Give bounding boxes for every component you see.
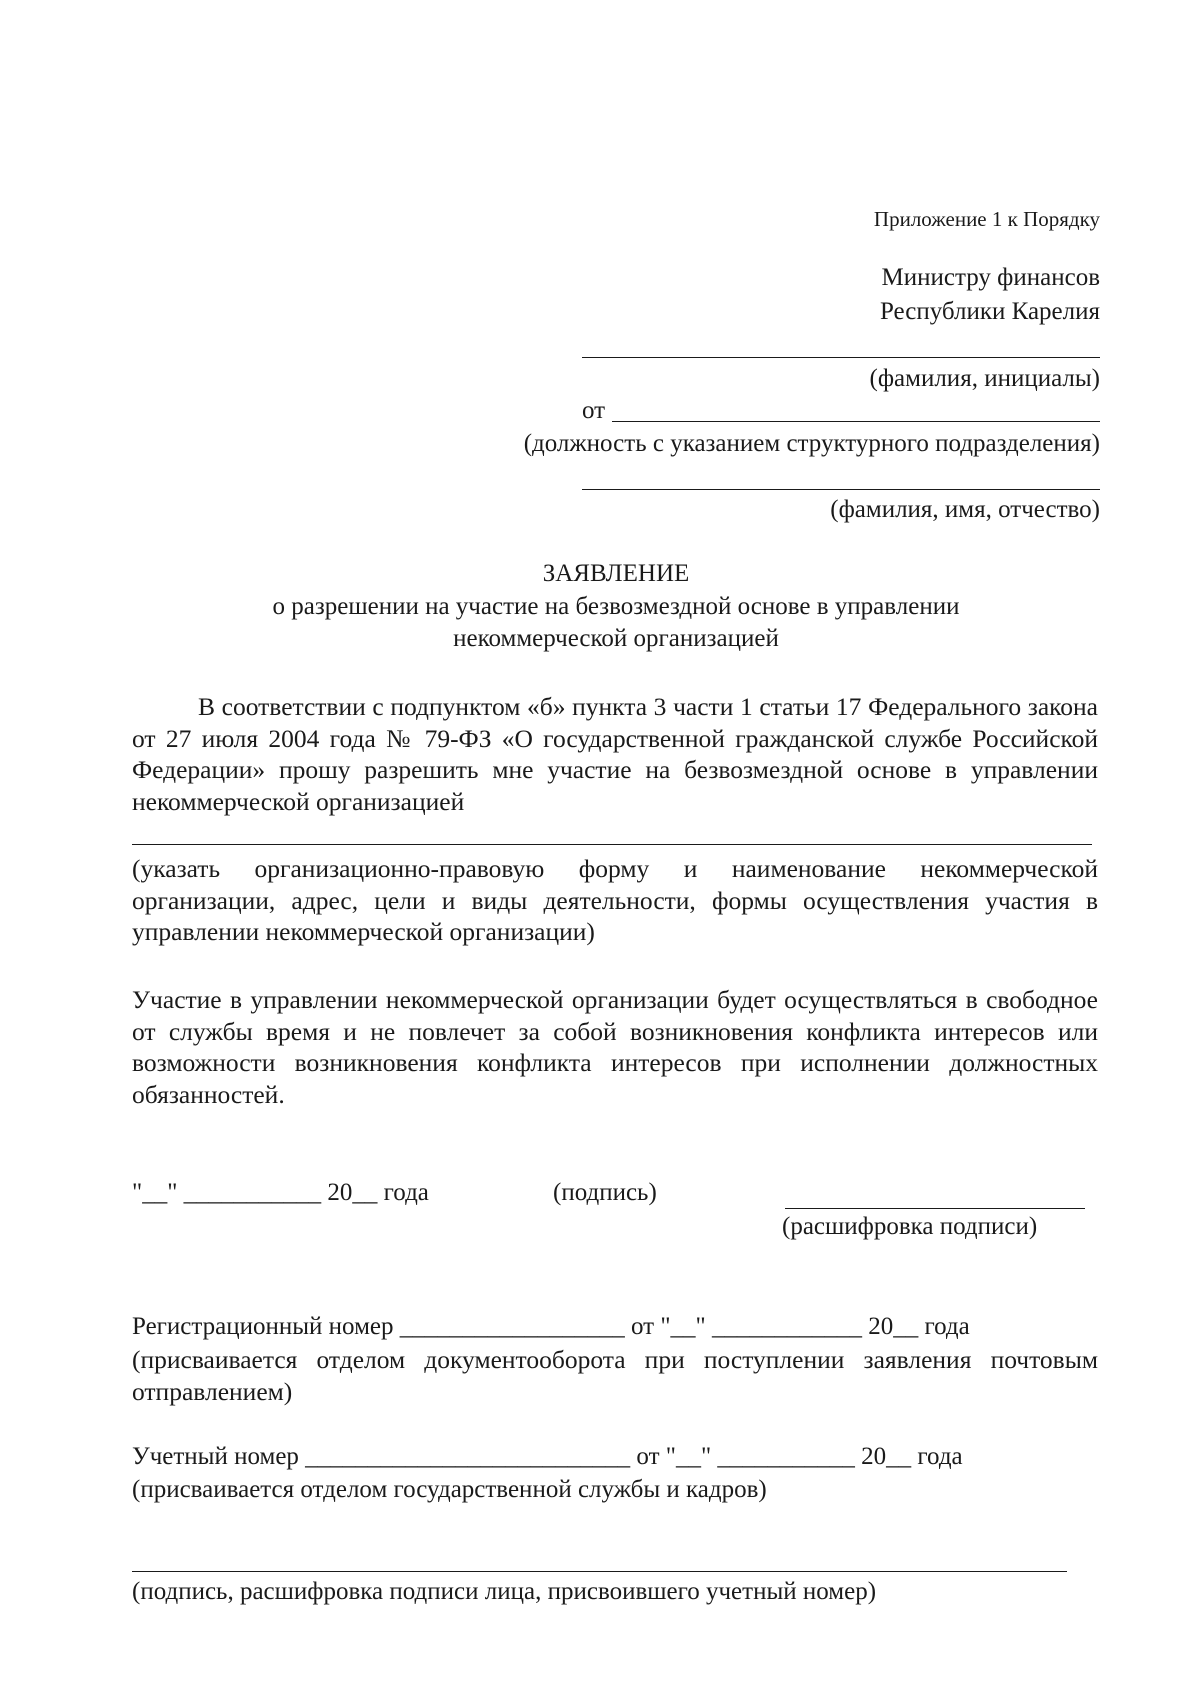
registration-number-line[interactable]: Регистрационный номер __________________ от "__" ____________ 20__ года xyxy=(132,1313,970,1340)
from-label: от xyxy=(582,397,606,424)
date-line[interactable]: "__" ___________ 20__ года xyxy=(132,1179,429,1206)
registration-note-line-1 xyxy=(132,1344,1098,1407)
organization-hint: (указать организационно-правовую форму и наименование некоммерческой организации, адрес, цели и виды деятельности, формы осуществления участия в управлении некоммерческой организации) xyxy=(132,854,1098,946)
appendix-label: Приложение 1 к Порядку xyxy=(873,207,1100,231)
fio-initials-blank[interactable] xyxy=(582,357,1100,358)
final-signature-blank[interactable] xyxy=(132,1571,1067,1572)
fio-initials-hint: (фамилия, инициалы) xyxy=(869,365,1100,392)
signature-decoding-hint: (расшифровка подписи) xyxy=(782,1213,1038,1240)
full-name-hint: (фамилия, имя, отчество) xyxy=(830,496,1100,523)
organization-blank[interactable] xyxy=(132,844,1092,845)
document-subtitle-line-1: о разрешении на участие на безвозмездной основе в управлении xyxy=(272,593,960,620)
final-signature-hint: (подпись, расшифровка подписи лица, присвоившего учетный номер) xyxy=(132,1578,877,1605)
addressee-line-2: Республики Карелия xyxy=(879,298,1100,325)
position-blank[interactable] xyxy=(612,421,1100,422)
full-name-blank[interactable] xyxy=(582,489,1100,490)
addressee-line-1: Министру финансов xyxy=(881,264,1100,291)
document-subtitle-line-2: некоммерческой организацией xyxy=(453,625,779,652)
accounting-number-line[interactable]: Учетный номер __________________________ от "__" ___________ 20__ года xyxy=(132,1443,963,1470)
registration-note: (присваивается отделом документооборота при поступлении заявления почтовым отправлением) xyxy=(132,1345,1098,1406)
document-title: ЗАЯВЛЕНИЕ xyxy=(542,560,690,587)
position-hint: (должность с указанием структурного подразделения) xyxy=(523,430,1100,457)
signature-decoding-blank[interactable] xyxy=(785,1208,1085,1209)
accounting-note: (присваивается отделом государственной службы и кадров) xyxy=(132,1476,767,1503)
request-paragraph: В соответствии с подпунктом «б» пункта 3 части 1 статьи 17 Федерального закона от 27 июля 2004 года № 79-ФЗ «О государственной гражданской службе Российской Федерации» прошу разрешить мне участие на безвозмездной основе в управлении некоммерческой организацией xyxy=(132,692,1098,816)
statement-paragraph: Участие в управлении некоммерческой организации будет осуществляться в свободное от службы время и не повлечет за собой возникновения конфликта интересов или возможности возникновения конфликта интересов при исполнении должностных обязанностей. xyxy=(132,985,1098,1109)
signature-label: (подпись) xyxy=(553,1179,657,1206)
